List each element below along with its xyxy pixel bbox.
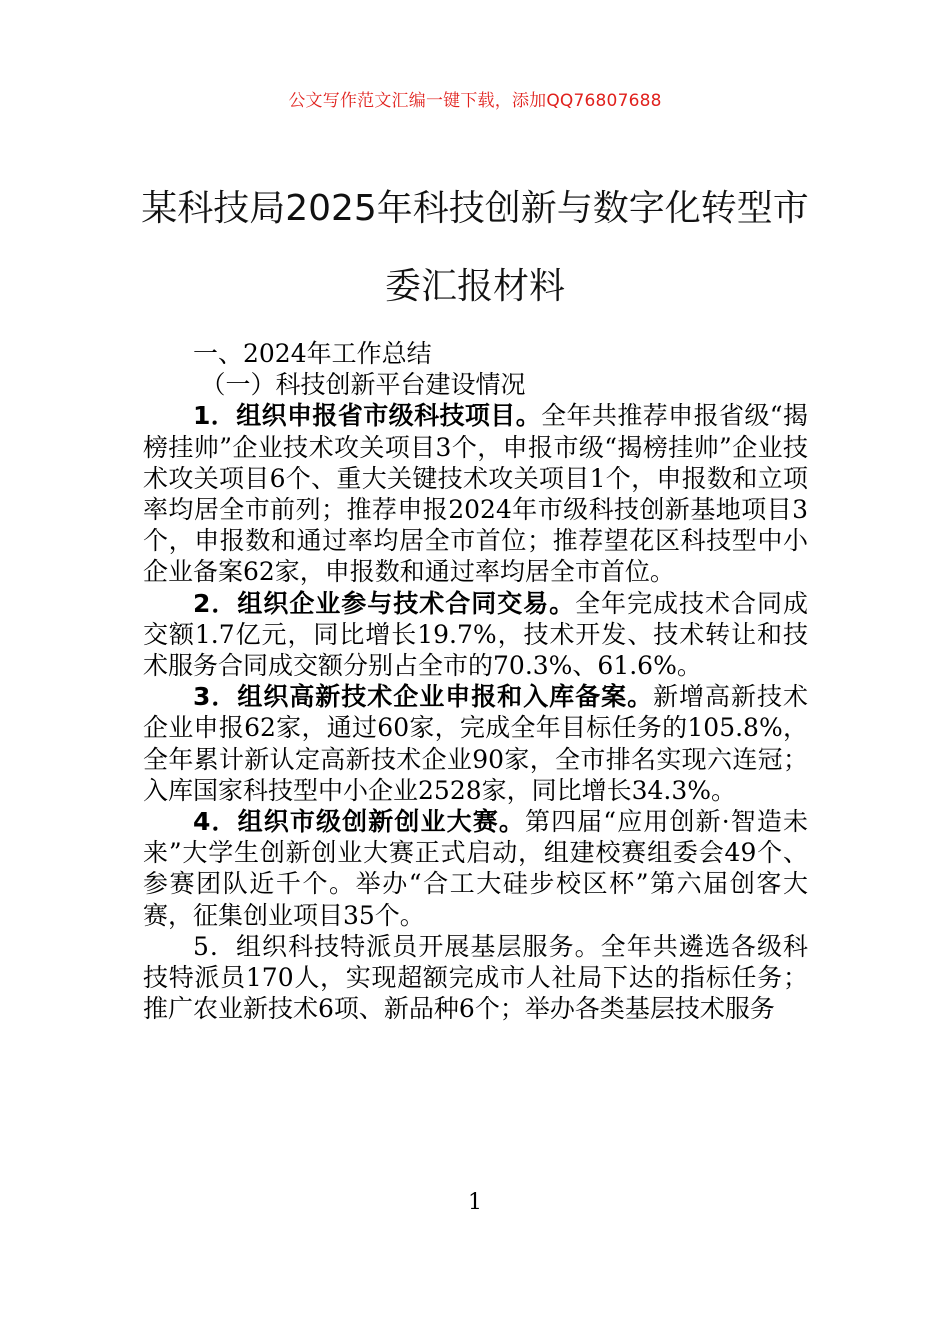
download-banner: 公文写作范文汇编一键下载，添加QQ76807688	[288, 91, 662, 111]
document-title	[110, 170, 840, 326]
paragraph-lead: 3．组织高新技术企业申报和入库备案。	[193, 682, 654, 712]
paragraph-item-1	[143, 400, 808, 587]
paragraph-text: 第四届“应用创新·智造未来”大学生创新创业大赛正式启动，组建校赛组委会49个、参赛团队近千个。举办“合工大硅步校区杯”第六届创客大赛，征集创业项目35个。	[143, 807, 808, 930]
title-line-2: 委汇报材料	[384, 266, 565, 307]
paragraph-text: 全年共推荐申报省级“揭榜挂帅”企业技术攻关项目3个，申报市级“揭榜挂帅”企业技术攻关项目6个、重大关键技术攻关项目1个，申报数和立项率均居全市前列；推荐申报2024年市级科技创新基地项目3个，申报数和通过率均居全市首位；推荐望花区科技型中小企业备案62家，申报数和通过率均居全市首位。	[143, 401, 808, 587]
paragraph-text: 新增高新技术企业申报62家，通过60家，完成全年目标任务的105.8%，全年累计新认定高新技术企业90家，全市排名实现六连冠；入库国家科技型中小企业2528家，同比增长34.3%。	[143, 682, 808, 805]
paragraph-text: 5．组织科技特派员开展基层服务。全年共遴选各级科技特派员170人，实现超额完成市人社局下达的指标任务；推广农业新技术6项、新品种6个；举办各类基层技术服务	[143, 931, 808, 1024]
paragraph-item-4	[143, 806, 808, 931]
title-line-1: 某科技局2025年科技创新与数字化转型市	[141, 188, 809, 229]
subsection-heading: （一）科技创新平台建设情况	[200, 370, 526, 400]
paragraph-lead: 2．组织企业参与技术合同交易。	[193, 588, 576, 618]
paragraph-item-5	[143, 931, 808, 1025]
paragraph-text: 全年完成技术合同成交额1.7亿元，同比增长19.7%，技术开发、技术转让和技术服务合同成交额分别占全市的70.3%、61.6%。	[143, 588, 808, 681]
section-heading: 一、2024年工作总结	[193, 339, 432, 368]
paragraph-lead: 4．组织市级创新创业大赛。	[193, 807, 525, 837]
page-number: 1	[468, 1190, 482, 1215]
document-body	[143, 338, 808, 1024]
paragraph-lead: 1．组织申报省市级科技项目。	[193, 401, 542, 431]
paragraph-item-3	[143, 681, 808, 806]
paragraph-item-2	[143, 588, 808, 682]
